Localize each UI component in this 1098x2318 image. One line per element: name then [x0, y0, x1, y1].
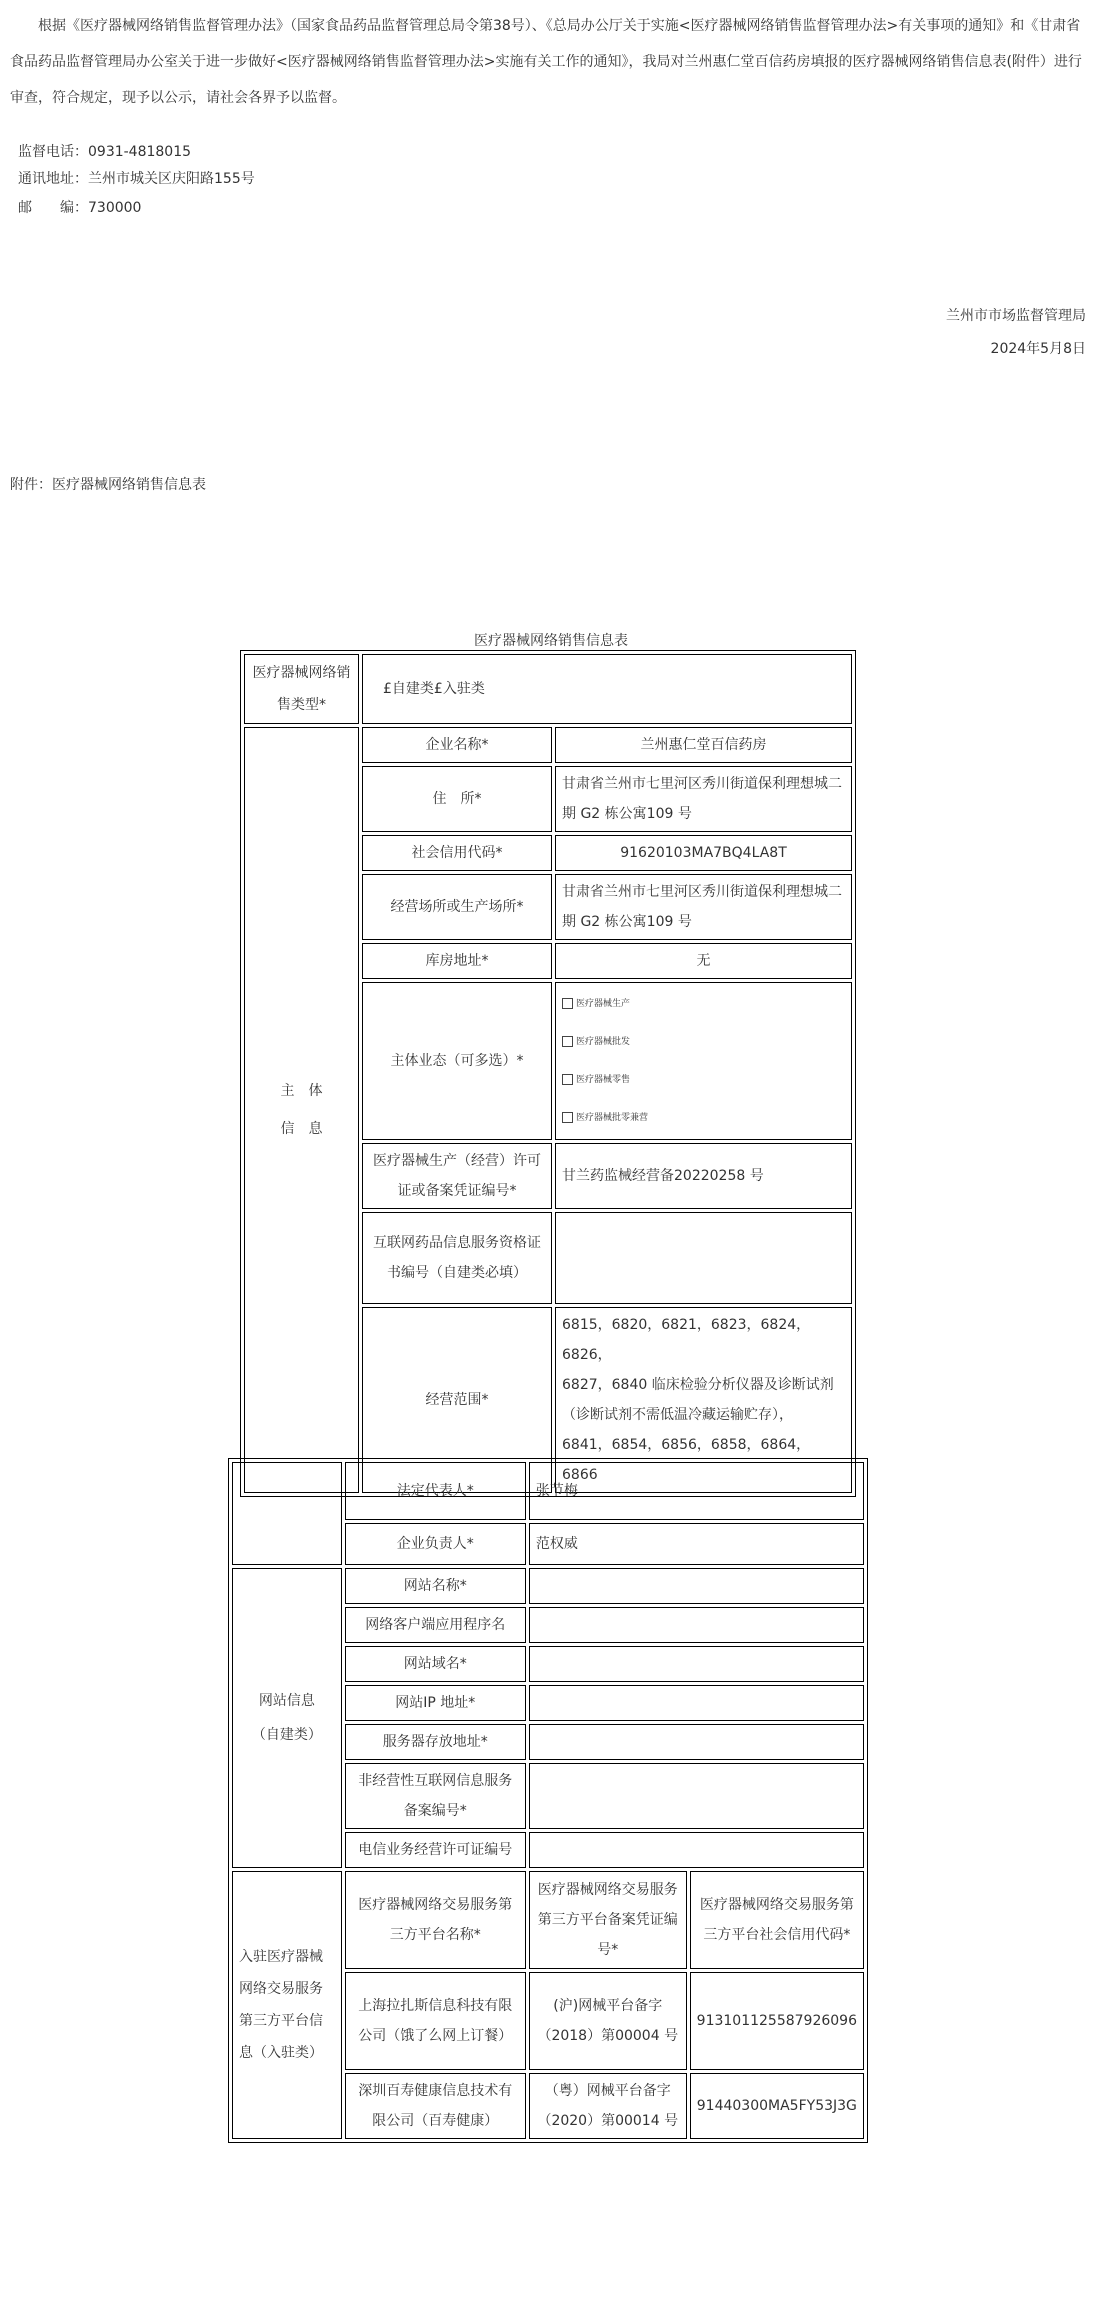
blank-cell — [232, 1462, 342, 1565]
contact-address: 通讯地址：兰州市城关区庆阳路155号 — [18, 171, 255, 187]
website-row-label: 网站IP 地址* — [345, 1685, 526, 1721]
scope-line: 6815，6820，6821，6823，6824，6826， — [562, 1317, 811, 1363]
website-row-value — [529, 1832, 864, 1868]
attachment-note: 附件：医疗器械网络销售信息表 — [10, 477, 206, 493]
sales-type-value: £自建类£入驻类 — [362, 654, 852, 724]
scope-line: 6841，6854，6856，6858，6864，6866 — [562, 1437, 811, 1483]
website-row-value — [529, 1646, 864, 1682]
internet-cert-label: 互联网药品信息服务资格证书编号（自建类必填） — [362, 1212, 552, 1304]
row-label: 企业负责人* — [345, 1523, 526, 1565]
contact-postcode: 邮 编：730000 — [18, 200, 142, 216]
platform-code: 91440300MA5FY53J3G — [690, 2073, 864, 2139]
platform-header: 医疗器械网络交易服务第三方平台备案凭证编号* — [529, 1871, 687, 1969]
row-label: 经营场所或生产场所* — [362, 874, 552, 940]
scope-label: 经营范围* — [362, 1307, 552, 1493]
subject-info-label: 主 体 信 息 — [244, 727, 359, 1493]
platform-header: 医疗器械网络交易服务第三方平台名称* — [345, 1871, 526, 1969]
website-row-label: 网站名称* — [345, 1568, 526, 1604]
business-type-label: 主体业态（可多选）* — [362, 982, 552, 1140]
signature-org: 兰州市市场监督管理局 — [946, 308, 1086, 324]
business-options — [555, 982, 852, 1140]
website-row-value — [529, 1724, 864, 1760]
intro-paragraph: 根据《医疗器械网络销售监督管理办法》（国家食品药品监督管理总局令第38号）、《总局办公厅关于实施<医疗器械网络销售监督管理办法>有关事项的通知》和《甘肃省食品药品监督管理局办公室关于进一步做好<医疗器械网络销售监督管理办法>实施有关工作的通知》，我局对兰州惠仁堂百信药房填报的医疗器械网络销售信息表(附件）进行审查，符合规定，现予以公示，请社会各界予以监督。 — [10, 18, 1082, 106]
signature-date: 2024年5月8日 — [990, 341, 1086, 357]
row-value: 甘肃省兰州市七里河区秀川街道保利理想城二期 G2 栋公寓109 号 — [555, 766, 852, 832]
website-row-label: 网站域名* — [345, 1646, 526, 1682]
row-value: 91620103MA7BQ4LA8T — [555, 835, 852, 871]
website-section-label: 网站信息 （自建类） — [232, 1568, 342, 1868]
checkbox-icon — [562, 998, 573, 1009]
row-label: 库房地址* — [362, 943, 552, 979]
platform-name: 上海拉扎斯信息科技有限公司（饿了么网上订餐） — [345, 1972, 526, 2070]
business-option: 医疗器械生产 — [562, 985, 845, 1023]
website-row-value — [529, 1763, 864, 1829]
platform-header: 医疗器械网络交易服务第三方平台社会信用代码* — [690, 1871, 864, 1969]
license-label: 医疗器械生产（经营）许可证或备案凭证编号* — [362, 1143, 552, 1209]
info-table-secondary — [228, 1458, 868, 2143]
license-value: 甘兰药监械经营备20220258 号 — [555, 1143, 852, 1209]
row-label: 社会信用代码* — [362, 835, 552, 871]
info-table-main — [240, 650, 856, 1497]
row-label: 法定代表人* — [345, 1462, 526, 1520]
platform-name: 深圳百寿健康信息技术有限公司（百寿健康） — [345, 2073, 526, 2139]
business-option: 医疗器械批发 — [562, 1023, 845, 1061]
row-value: 无 — [555, 943, 852, 979]
platform-section-label: 入驻医疗器械网络交易服务第三方平台信息（入驻类） — [232, 1871, 342, 2139]
scope-line: 6827，6840 临床检验分析仪器及诊断试剂（诊断试剂不需低温冷藏运输贮存）， — [562, 1377, 834, 1423]
row-value: 甘肃省兰州市七里河区秀川街道保利理想城二期 G2 栋公寓109 号 — [555, 874, 852, 940]
website-row-label: 服务器存放地址* — [345, 1724, 526, 1760]
platform-record: (沪)网械平台备字（2018）第00004 号 — [529, 1972, 687, 2070]
sales-type-label: 医疗器械网络销售类型* — [244, 654, 359, 724]
business-option: 医疗器械批零兼营 — [562, 1099, 845, 1137]
row-value: 范权威 — [529, 1523, 864, 1565]
website-row-label: 非经营性互联网信息服务备案编号* — [345, 1763, 526, 1829]
row-value: 兰州惠仁堂百信药房 — [555, 727, 852, 763]
checkbox-icon — [562, 1036, 573, 1047]
contact-phone: 监督电话：0931-4818015 — [18, 144, 192, 160]
website-row-value — [529, 1568, 864, 1604]
row-label: 企业名称* — [362, 727, 552, 763]
website-row-value — [529, 1607, 864, 1643]
checkbox-icon — [562, 1074, 573, 1085]
row-value: 张节梅 — [529, 1462, 864, 1520]
checkbox-icon — [562, 1112, 573, 1123]
platform-code: 913101125587926096 — [690, 1972, 864, 2070]
platform-record: （粤）网械平台备字（2020）第00014 号 — [529, 2073, 687, 2139]
business-option: 医疗器械零售 — [562, 1061, 845, 1099]
row-label: 住 所* — [362, 766, 552, 832]
table-title: 医疗器械网络销售信息表 — [474, 633, 628, 649]
internet-cert-value — [555, 1212, 852, 1304]
website-row-value — [529, 1685, 864, 1721]
website-row-label: 网络客户端应用程序名 — [345, 1607, 526, 1643]
website-row-label: 电信业务经营许可证编号 — [345, 1832, 526, 1868]
